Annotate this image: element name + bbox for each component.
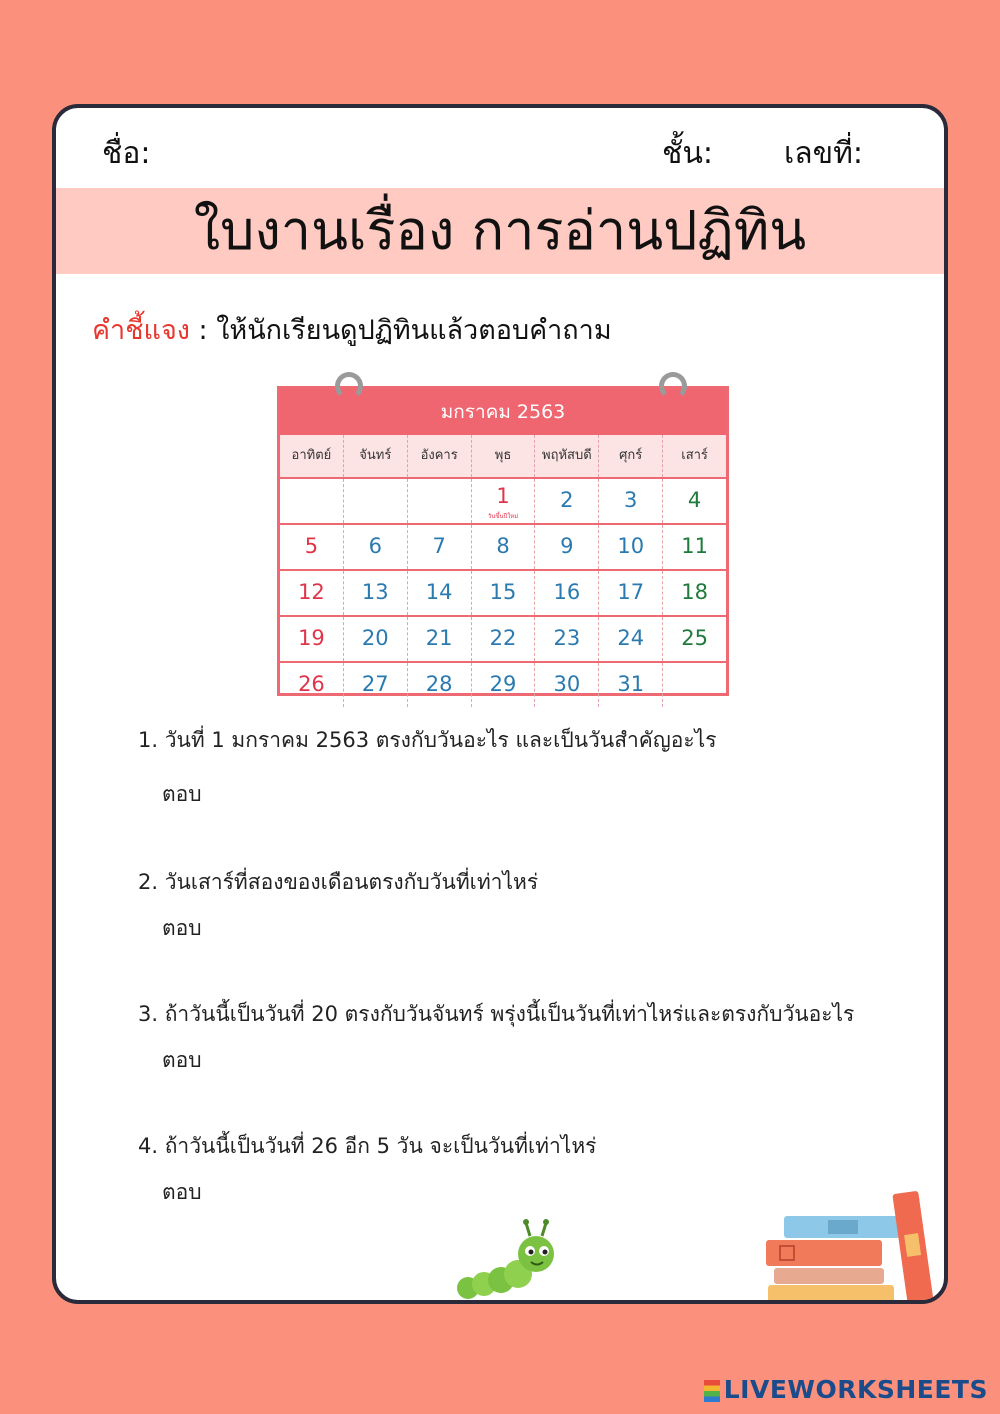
caterpillar-icon: [454, 1218, 558, 1304]
answer-2-label: ตอบ: [162, 916, 202, 940]
calendar-day-cell: [599, 617, 663, 661]
calendar-day-number: 12: [298, 580, 325, 604]
calendar-frame: [277, 386, 729, 696]
calendar-day-cell: [535, 479, 599, 523]
calendar-day-number: 24: [617, 626, 645, 650]
question-1: 1. วันที่ 1 มกราคม 2563 ตรงกับวันอะไร และเป็นวันสำคัญอะไร: [138, 728, 717, 752]
calendar-week-row: [280, 569, 726, 615]
weekday-wednesday: พุธ: [472, 435, 536, 477]
calendar-day-cell: [472, 479, 536, 523]
calendar-day-number: 9: [560, 534, 574, 558]
calendar-week-row: [280, 477, 726, 523]
calendar-day-number: 10: [617, 534, 645, 558]
calendar-day-number: 23: [553, 626, 581, 650]
answer-3-label: ตอบ: [162, 1048, 202, 1072]
calendar-day-number: 4: [687, 488, 702, 512]
calendar-day-number: 6: [368, 534, 382, 558]
calendar-day-number: 17: [617, 580, 645, 604]
weekday-sunday: อาทิตย์: [280, 435, 344, 477]
weekday-tuesday: อังคาร: [408, 435, 472, 477]
class-label: ชั้น:: [662, 136, 713, 171]
weekday-thursday: พฤหัสบดี: [535, 435, 599, 477]
books-icon: [760, 1188, 940, 1304]
calendar-day-number: 31: [617, 672, 645, 696]
calendar-day-cell: [599, 525, 663, 569]
calendar-day-number: 1: [496, 484, 510, 508]
calendar-day-number: 26: [298, 672, 325, 696]
calendar-day-number: 30: [553, 672, 581, 696]
calendar-day-cell: [280, 617, 344, 661]
weekday-friday: ศุกร์: [599, 435, 663, 477]
name-label: ชื่อ:: [102, 136, 151, 171]
calendar-day-cell: [472, 525, 536, 569]
answer-1-label: ตอบ: [162, 782, 202, 806]
liveworksheets-logo: [704, 1375, 988, 1404]
calendar-day-number: 18: [681, 580, 708, 604]
calendar-day-cell: [663, 525, 726, 569]
calendar-day-number: 8: [496, 534, 510, 558]
instruction-label: คำชี้แจง: [92, 315, 190, 346]
weekday-header-row: [280, 435, 726, 477]
holiday-note: วันขึ้นปีใหม่: [487, 513, 519, 520]
question-2: 2. วันเสาร์ที่สองของเดือนตรงกับวันที่เท่าไหร่: [138, 870, 539, 894]
calendar-day-cell: [344, 479, 408, 523]
calendar-grid: [280, 477, 726, 707]
calendar-day-cell: [408, 571, 472, 615]
weekday-monday: จันทร์: [344, 435, 408, 477]
calendar-day-cell: [280, 571, 344, 615]
calendar-day-cell: [535, 617, 599, 661]
calendar-day-cell: [408, 525, 472, 569]
calendar-day-cell: [280, 525, 344, 569]
calendar-day-cell: [472, 617, 536, 661]
calendar-day-cell: [472, 571, 536, 615]
calendar-day-cell: [663, 571, 726, 615]
calendar-day-number: 28: [425, 672, 453, 696]
instruction-text: ให้นักเรียนดูปฏิทินแล้วตอบคำถาม: [216, 315, 612, 346]
calendar-day-number: 29: [489, 672, 517, 696]
calendar-day-cell: [599, 571, 663, 615]
calendar-week-row: [280, 523, 726, 569]
calendar-day-cell: [599, 663, 663, 707]
calendar-day-number: 14: [425, 580, 453, 604]
calendar-week-row: [280, 615, 726, 661]
calendar-day-number: 27: [361, 672, 389, 696]
calendar-day-cell: [599, 479, 663, 523]
calendar-ring-icon: [335, 372, 363, 400]
instruction-separator: :: [189, 315, 217, 346]
calendar-day-cell: [344, 525, 408, 569]
question-4: 4. ถ้าวันนี้เป็นวันที่ 26 อีก 5 วัน จะเป็นวันที่เท่าไหร่: [138, 1134, 597, 1158]
question-3: 3. ถ้าวันนี้เป็นวันที่ 20 ตรงกับวันจันทร์ พรุ่งนี้เป็นวันที่เท่าไหร่และตรงกับวันอะไร: [138, 1002, 855, 1026]
number-label: เลขที่:: [784, 136, 864, 171]
calendar-day-cell: [280, 663, 344, 707]
calendar-day-cell: [408, 663, 472, 707]
calendar-day-cell: [280, 479, 344, 523]
calendar-day-number: 21: [425, 626, 453, 650]
calendar-day-number: 5: [304, 534, 319, 558]
calendar-day-number: 3: [624, 488, 638, 512]
answer-4-label: ตอบ: [162, 1180, 202, 1204]
calendar-day-number: 13: [361, 580, 389, 604]
calendar-day-cell: [535, 571, 599, 615]
calendar-day-cell: [535, 525, 599, 569]
calendar-day-cell: [663, 617, 726, 661]
page-title: ใบงานเรื่อง การอ่านปฏิทิน: [193, 199, 807, 262]
calendar-day-number: 19: [298, 626, 325, 650]
calendar-day-cell: [344, 617, 408, 661]
calendar-day-cell: [344, 663, 408, 707]
calendar-day-cell: [663, 663, 726, 707]
calendar-day-number: 2: [560, 488, 574, 512]
calendar-day-cell: [472, 663, 536, 707]
calendar-day-number: 25: [681, 626, 708, 650]
calendar-day-cell: [344, 571, 408, 615]
worksheet: [52, 104, 948, 1304]
brand-text: LIVEWORKSHEETS: [723, 1375, 988, 1404]
liveworksheets-mark-icon: [704, 1380, 720, 1402]
calendar-ring-icon: [659, 372, 687, 400]
calendar-day-number: 20: [361, 626, 389, 650]
weekday-saturday: เสาร์: [681, 448, 708, 463]
calendar-day-cell: [408, 617, 472, 661]
calendar-month-title: มกราคม 2563: [280, 389, 726, 435]
instruction: [92, 308, 612, 351]
calendar-day-cell: [663, 479, 726, 523]
calendar-day-number: 11: [681, 534, 708, 558]
calendar: [277, 382, 729, 696]
calendar-day-cell: [535, 663, 599, 707]
calendar-day-number: 7: [432, 534, 446, 558]
calendar-day-number: 22: [489, 626, 517, 650]
calendar-day-number: 16: [553, 580, 581, 604]
calendar-day-cell: [408, 479, 472, 523]
calendar-day-number: 15: [489, 580, 517, 604]
calendar-week-row: [280, 661, 726, 707]
